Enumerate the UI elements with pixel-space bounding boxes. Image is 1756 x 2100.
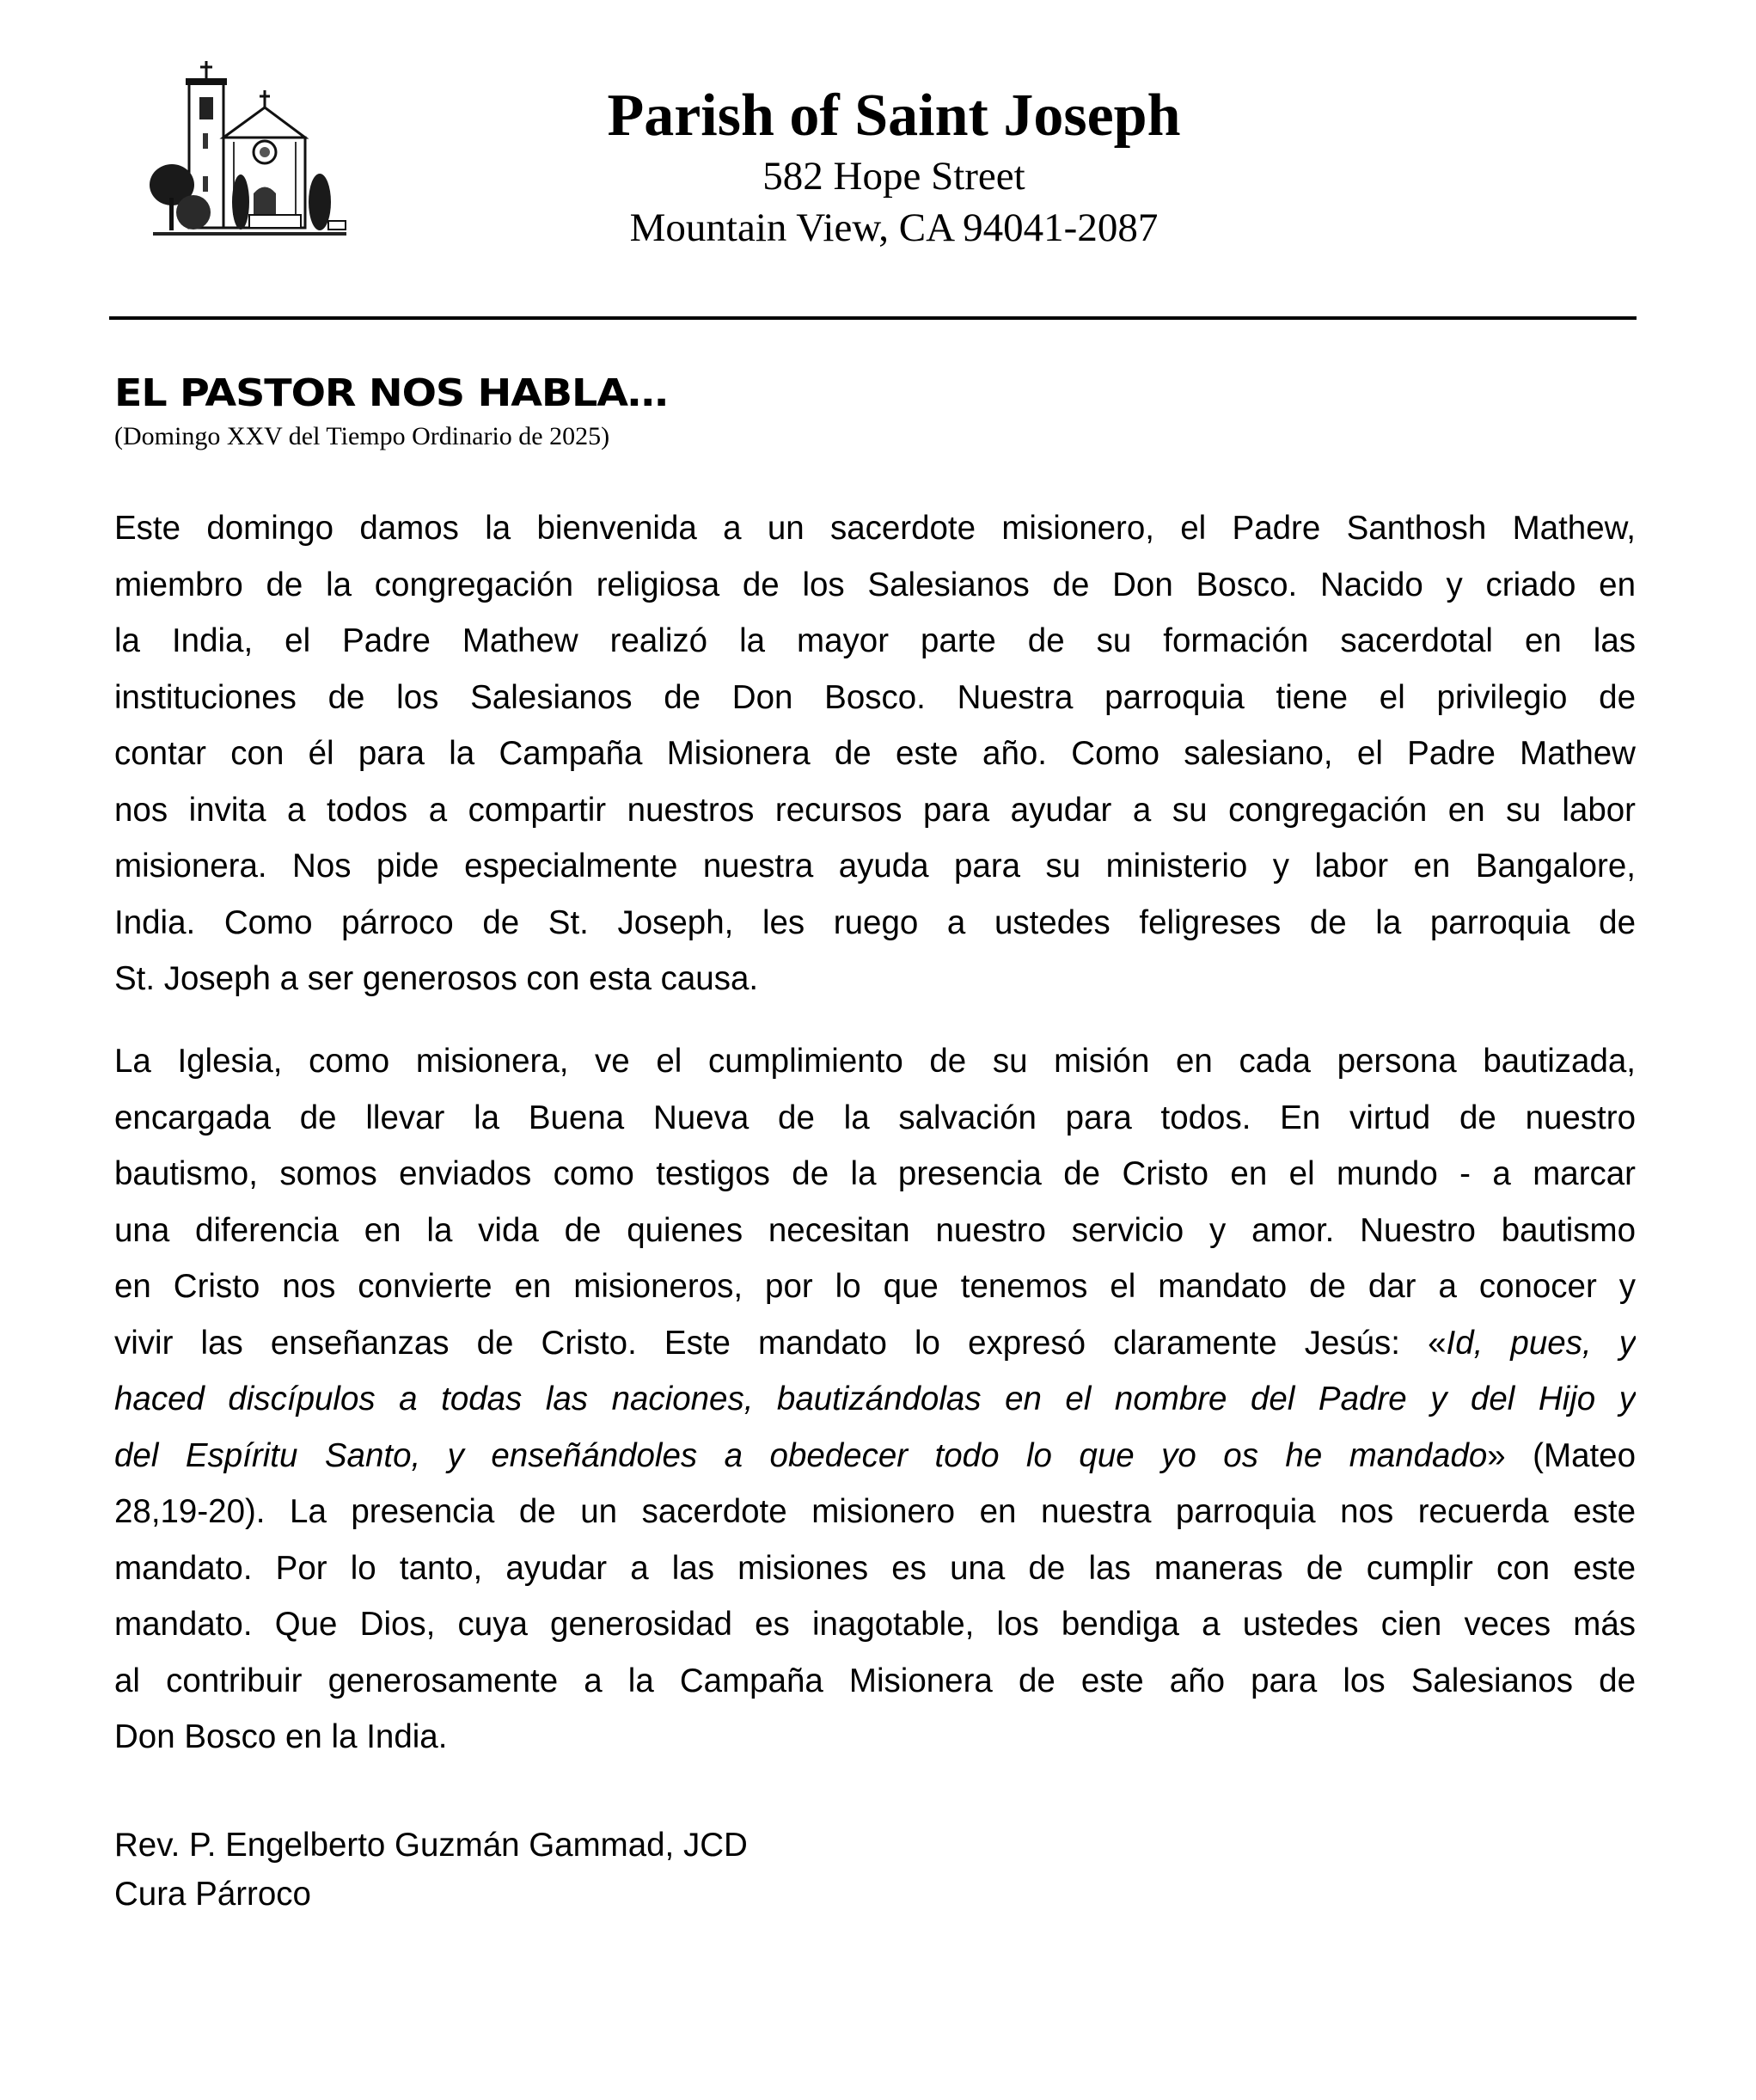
letterhead <box>481 82 1306 254</box>
paragraph-line: St. Joseph a ser generosos con esta causa. <box>114 960 759 997</box>
paragraph-2 <box>114 1033 1636 1766</box>
scripture-quote-end: del Espíritu Santo, y enseñándoles a obedecer todo lo que yo os he mandado <box>114 1436 1488 1474</box>
church-logo <box>146 56 357 249</box>
paragraph-line: mandato. Por lo tanto, ayudar a las misiones es una de las maneras de cumplir con este <box>114 1549 1636 1587</box>
paragraph-line: 28,19-20). La presencia de un sacerdote misionero en nuestra parroquia nos recuerda este <box>114 1493 1636 1530</box>
paragraph-line-quote-start <box>114 1315 1636 1372</box>
paragraph-line-quote-end <box>114 1428 1636 1485</box>
quote-lead-text: vivir las enseñanzas de Cristo. Este mandato lo expresó claramente Jesús: « <box>114 1324 1447 1362</box>
paragraph-line: contar con él para la Campaña Misionera de este año. Como salesiano, el Padre Mathew <box>114 735 1636 772</box>
paragraph-line: misionera. Nos pide especialmente nuestra ayuda para su ministerio y labor en Bangalore, <box>114 848 1636 885</box>
section-subtitle: (Domingo XXV del Tiempo Ordinario de 2025) <box>114 422 610 450</box>
paragraph-line: encargada de llevar la Buena Nueva de la salvación para todos. En virtud de nuestro <box>114 1099 1636 1136</box>
address-street: 582 Hope Street <box>762 154 1025 199</box>
paragraph-line: instituciones de los Salesianos de Don Bosco. Nuestra parroquia tiene el privilegio de <box>114 678 1636 716</box>
parish-name: Parish of Saint Joseph <box>607 83 1181 149</box>
paragraph-line: en Cristo nos convierte en misioneros, por lo que tenemos el mandato de dar a conocer y <box>114 1268 1636 1305</box>
paragraph-line: al contribuir generosamente a la Campaña Misionera de este año para los Salesianos de <box>114 1662 1636 1699</box>
paragraph-line: Don Bosco en la India. <box>114 1718 448 1755</box>
paragraph-line: mandato. Que Dios, cuya generosidad es inagotable, los bendiga a ustedes cien veces más <box>114 1606 1636 1643</box>
paragraph-line: bautismo, somos enviados como testigos de la presencia de Cristo en el mundo - a marcar <box>114 1155 1636 1192</box>
signature-block <box>114 1821 748 1919</box>
paragraph-line-quote <box>114 1371 1636 1428</box>
church-drawing-icon <box>146 56 357 249</box>
paragraph-line: La Iglesia, como misionera, ve el cumplimiento de su misión en cada persona bautizada, <box>114 1043 1636 1080</box>
address-city: Mountain View, CA 94041-2087 <box>629 205 1159 250</box>
paragraph-line: miembro de la congregación religiosa de los Salesianos de Don Bosco. Nacido y criado en <box>114 566 1636 603</box>
paragraph-1 <box>114 500 1636 1007</box>
section-title: EL PASTOR NOS HABLA… <box>114 371 668 415</box>
paragraph-line: India. Como párroco de St. Joseph, les ruego a ustedes feligreses de la parroquia de <box>114 903 1636 941</box>
scripture-citation: » (Mateo <box>1487 1436 1636 1474</box>
scripture-quote-middle: haced discípulos a todas las naciones, bautizándolas en el nombre del Padre y del Hijo y <box>114 1381 1636 1417</box>
paragraph-line: Este domingo damos la bienvenida a un sacerdote misionero, el Padre Santhosh Mathew, <box>114 510 1636 547</box>
signature-role: Cura Párroco <box>114 1876 311 1913</box>
scripture-quote-start: Id, pues, y <box>1446 1324 1636 1362</box>
header-divider <box>109 316 1637 320</box>
paragraph-line: la India, el Padre Mathew realizó la mayor parte de su formación sacerdotal en las <box>114 622 1636 659</box>
paragraph-line: una diferencia en la vida de quienes necesitan nuestro servicio y amor. Nuestro bautismo <box>114 1211 1636 1249</box>
paragraph-line: nos invita a todos a compartir nuestros recursos para ayudar a su congregación en su labor <box>114 791 1636 829</box>
signature-name: Rev. P. Engelberto Guzmán Gammad, JCD <box>114 1827 748 1864</box>
